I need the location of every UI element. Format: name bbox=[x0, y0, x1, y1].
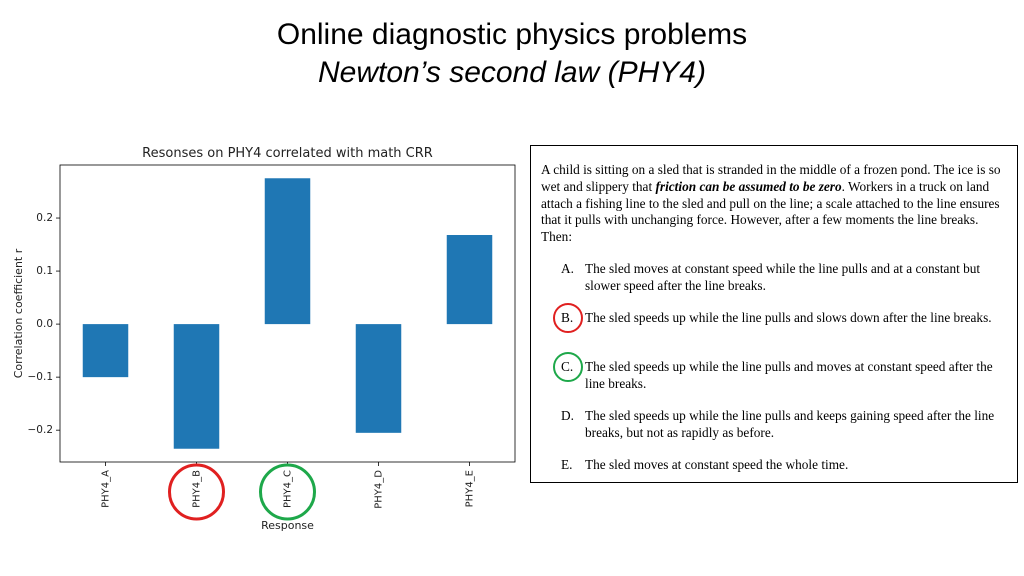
option-d-text: The sled speeds up while the line pulls and keeps gaining speed after the line breaks, but not as rapidly as before. bbox=[585, 408, 995, 440]
option-d-letter: D. bbox=[561, 408, 574, 423]
stem-text-part1: A child is sitting on a sled that is stranded in the middle of a frozen pond. The ice is so wet and slippery that bbox=[541, 162, 1001, 194]
stem-text-part2: . Workers in a truck on land attach a fishing line to the sled and pull on the line; a scale attached to the line ensures that it pulls with unchanging force. However, after a few moments the line breaks. Then: bbox=[541, 178, 1000, 245]
bar-phy4-a bbox=[83, 324, 129, 377]
option-a-text: The sled moves at constant speed while the line pulls and at a constant but slower speed after the line breaks. bbox=[585, 261, 981, 293]
option-c bbox=[561, 359, 1005, 393]
option-e-text: The sled moves at constant speed the whole time. bbox=[585, 457, 849, 472]
question-stem bbox=[541, 162, 1003, 246]
y-tick-label: 0.0 bbox=[36, 318, 53, 331]
correct-answer-circle-marker bbox=[553, 352, 583, 382]
y-tick-label: −0.2 bbox=[27, 424, 53, 437]
option-b bbox=[561, 310, 1005, 327]
option-c-letter: C. bbox=[561, 359, 574, 374]
x-axis-label: Response bbox=[261, 519, 314, 532]
chart-title: Resonses on PHY4 correlated with math CRR bbox=[142, 146, 433, 161]
x-tick-label: PHY4_A bbox=[100, 470, 112, 508]
x-tick-label: PHY4_D bbox=[373, 470, 385, 509]
slide-title bbox=[0, 16, 1024, 92]
option-e bbox=[561, 457, 1005, 474]
wrong-answer-circle-marker bbox=[553, 303, 583, 333]
option-a-letter: A. bbox=[561, 261, 574, 276]
x-tick-label: PHY4_C bbox=[282, 470, 294, 509]
y-tick-label: −0.1 bbox=[27, 371, 53, 384]
y-axis-label: Correlation coefficient r bbox=[12, 248, 25, 379]
bar-phy4-b bbox=[174, 324, 220, 449]
x-tick-label: PHY4_B bbox=[191, 470, 203, 508]
option-a bbox=[561, 261, 1005, 295]
option-c-text: The sled speeds up while the line pulls and moves at constant speed after the line breaks. bbox=[585, 359, 993, 391]
option-e-letter: E. bbox=[561, 457, 573, 472]
bar-chart bbox=[0, 140, 520, 540]
stem-emphasis: friction can be assumed to be zero bbox=[655, 178, 842, 194]
option-b-letter: B. bbox=[561, 310, 574, 325]
slide-title-text: Online diagnostic physics problems bbox=[276, 18, 748, 51]
slide-subtitle-text: Newton’s second law (PHY4) bbox=[318, 56, 706, 89]
y-tick-label: 0.1 bbox=[36, 265, 53, 278]
question-box bbox=[530, 145, 1018, 483]
bar-phy4-c bbox=[265, 178, 311, 324]
option-b-text: The sled speeds up while the line pulls and slows down after the line breaks. bbox=[585, 310, 992, 325]
option-d bbox=[561, 408, 1005, 442]
bar-phy4-e bbox=[447, 235, 493, 324]
y-tick-label: 0.2 bbox=[36, 212, 53, 225]
bar-phy4-d bbox=[356, 324, 402, 433]
x-tick-label: PHY4_E bbox=[464, 470, 476, 508]
